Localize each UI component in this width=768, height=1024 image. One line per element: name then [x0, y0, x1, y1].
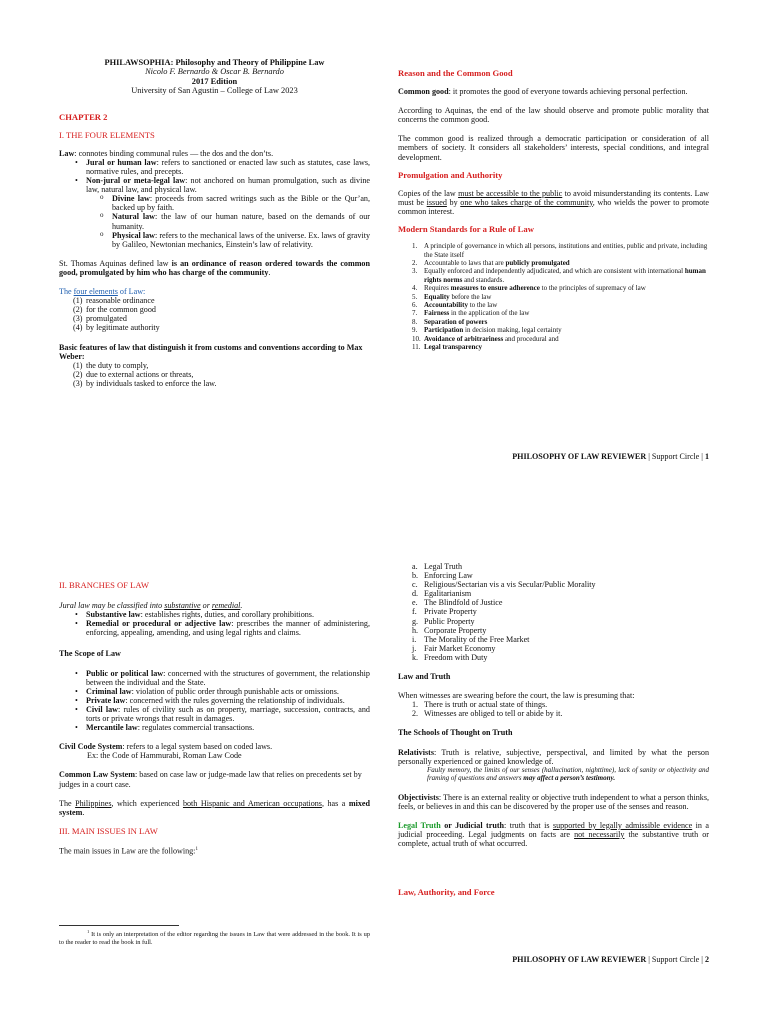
page2-footer: PHILOSOPHY OF LAW REVIEWER | Support Circle | 2 — [512, 955, 709, 964]
list-item: 5. Equality before the law — [412, 292, 492, 301]
four-elements-list — [59, 296, 370, 332]
footnote-divider — [59, 925, 179, 926]
list-item: (3) by individuals tasked to enforce the law. — [73, 378, 217, 388]
page2-left-column — [59, 581, 370, 856]
scope-list — [59, 669, 370, 733]
list-item: 8. Separation of powers — [412, 317, 488, 326]
section-heading-four-elements: I. THE FOUR ELEMENTS — [59, 129, 155, 140]
list-item: a. Legal Truth — [412, 562, 462, 571]
standards-list — [398, 242, 709, 351]
list-item: 7. Fairness in the application of the law — [412, 309, 530, 318]
common-good-definition: Common good: it promotes the good of everyone towards achieving personal perfection. — [398, 87, 688, 97]
nonjural-sublist — [59, 194, 370, 249]
list-item: g. Public Property — [412, 616, 475, 626]
list-item: 2. Witnesses are obliged to tell or abide by it. — [412, 709, 563, 719]
page1-footer: PHILOSOPHY OF LAW REVIEWER | Support Circle | 1 — [512, 452, 709, 461]
list-item: h. Corporate Property — [412, 625, 487, 635]
document-edition: 2017 Edition — [191, 76, 238, 86]
list-item: d. Egalitarianism — [412, 589, 472, 599]
relativists-paragraph: Relativists: Truth is relative, subjective, perspectival, and limited by what the person personally experienced or gained knowledge of. — [398, 747, 709, 766]
page1-right-column — [398, 69, 709, 351]
list-item: j. Fair Market Economy — [412, 643, 496, 653]
section-heading-branches: II. BRANCHES OF LAW — [59, 580, 150, 590]
document-authors: Nicolo F. Bernardo & Oscar B. Bernardo — [145, 67, 284, 77]
heading-modern-standards: Modern Standards for a Rule of Law — [398, 224, 534, 235]
civil-code-example: Ex: the Code of Hammurabi, Roman Law Code — [87, 751, 242, 761]
list-item: 3. Equally enforced and independently adjudicated, and which are consistent with international human rights norms and standards. — [412, 267, 706, 284]
nonjural-law-bullet: • Non-jural or meta-legal law: not anchored on human promulgation, such as divine law, natural law, and physical law. — [59, 176, 370, 194]
heading-reason-common-good: Reason and the Common Good — [398, 68, 513, 78]
list-item: • Public or political law: concerned with the structures of government, the relationship between the individual and the State. — [59, 669, 370, 687]
list-item: i. The Morality of the Free Market — [412, 634, 530, 644]
four-elements-heading: The four elements of Law: — [59, 287, 146, 297]
list-item: e. The Blindfold of Justice — [412, 598, 503, 608]
page2-right-column — [398, 562, 709, 897]
common-good-realized-paragraph: The common good is realized through a democratic participation or consideration of all members of society. It considers all stakeholders’ interests, special conditions, and integral development. — [398, 134, 709, 162]
schools-of-thought-heading: The Schools of Thought on Truth — [398, 728, 513, 738]
list-item: • Private law: concerned with the rules governing the relationship of individuals. — [59, 696, 370, 705]
issues-list — [398, 562, 709, 662]
list-item: 9. Participation in decision making, legal certainty — [412, 326, 562, 335]
list-item: (3) promulgated — [73, 314, 127, 324]
list-item: (2) due to external actions or threats, — [73, 369, 194, 379]
list-item: • Criminal law: violation of public order through punishable acts or omissions. — [59, 687, 370, 696]
document-school: University of San Agustin – College of Law 2023 — [131, 86, 298, 96]
legal-truth-paragraph: Legal Truth or Judicial truth: truth that is supported by legally admissible evidence in a judicial proceeding. Legal judgments on facts are not necessarily the substantive truth or complete, actual truth of what occurred. — [398, 820, 709, 848]
objectivists-paragraph: Objectivists: There is an external reality or objective truth independent to what a person thinks, feels, or believes in and this can be discovered by the proper use of the senses and reason. — [398, 792, 709, 811]
basic-features-heading: Basic features of law that distinguish it from customs and conventions according to Max Weber: — [59, 342, 363, 361]
civil-code-system: Civil Code System: refers to a legal system based on coded laws. — [59, 742, 273, 752]
heading-promulgation-authority: Promulgation and Authority — [398, 169, 503, 180]
scope-heading: The Scope of Law — [59, 649, 121, 659]
divine-law-item: o Divine law: proceeds from sacred writings such as the Bible or the Qur’an, backed up by faith. — [83, 194, 370, 212]
list-item: b. Enforcing Law — [412, 571, 473, 581]
witnesses-paragraph: When witnesses are swearing before the court, the law is presuming that: — [398, 691, 635, 701]
page-2 — [0, 512, 768, 1024]
list-item: 6. Accountability to the law — [412, 300, 498, 309]
list-item: 1. There is truth or actual state of things. — [412, 700, 548, 710]
law-definition: Law: connotes binding communal rules — the dos and the don’ts. — [59, 148, 274, 158]
common-law-system: Common Law System: based on case law or judge-made law that relies on precedents set by judges in a court case. — [59, 770, 362, 789]
heading-law-authority-force: Law, Authority, and Force — [398, 886, 495, 897]
list-item: • Civil law: rules of civility such as on property, marriage, succession, contracts, and torts or private wrongs that result in damages. — [59, 705, 370, 723]
list-item: (4) by legitimate authority — [73, 323, 160, 333]
section-heading-main-issues: III. MAIN ISSUES IN LAW — [59, 825, 158, 836]
list-item: f. Private Property — [412, 607, 477, 617]
list-item: • Mercantile law: regulates commercial transactions. — [59, 723, 370, 732]
document-title: PHILAWSOPHIA: Philosophy and Theory of Philippine Law — [104, 58, 325, 67]
list-item: (1) reasonable ordinance — [73, 296, 155, 306]
list-item: 4. Requires measures to ensure adherence to the principles of supremacy of law — [412, 284, 646, 293]
list-item: 1. A principle of governance in which all persons, institutions and entities, public and private, including the State itself — [412, 242, 708, 259]
list-item: k. Freedom with Duty — [412, 652, 488, 662]
list-item: 11. Legal transparency — [412, 343, 483, 351]
list-item: (2) for the common good — [73, 305, 156, 315]
list-item: (1) the duty to comply, — [73, 360, 149, 370]
physical-law-item: o Physical law: refers to the mechanical laws of the universe. Ex. laws of gravity by Galileo, Newtonian mechanics, Einstein’s law of relativity. — [83, 231, 370, 249]
copies-paragraph: Copies of the law must be accessible to the public to avoid misunderstanding its contents. Law must be issued by one who takes charge of the community, who wields the power to promote common interest. — [398, 188, 709, 216]
list-item: c. Religious/Sectarian vis a vis Secular/Public Morality — [412, 580, 596, 590]
document-header — [59, 58, 370, 96]
main-issues-intro: The main issues in Law are the following:$^1$ — [59, 846, 198, 856]
substantive-law-bullet: • Substantive law: establishes rights, duties, and corollary prohibitions. — [59, 610, 370, 619]
list-item: 10. Avoidance of arbitrariness and procedural and — [412, 334, 559, 343]
jural-law-bullet: • Jural or human law: refers to sanctioned or enacted law such as statutes, case laws, normative rules, and precepts. — [59, 158, 370, 176]
relativists-note: Faulty memory, the limits of our senses (hallucination, nighttime), lack of sanity or objectivity and framing of questions and answers may affect a person’s testimony. — [427, 765, 709, 783]
basic-features-list — [59, 361, 370, 388]
list-item: 2. Accountable to laws that are publicly promulgated — [412, 258, 570, 267]
footnote: $^1$ It is only an interpretation of the editor regarding the issues in Law that were addressed in the book. It is up to the reader to read the book in full. — [59, 929, 370, 946]
natural-law-item: o Natural law: the law of our human nature, based on the demands of our humanity. — [83, 212, 370, 230]
remedial-law-bullet: • Remedial or procedural or adjective law: prescribes the manner of administering, enforcing, appealing, amending, and using legal rights and claims. — [59, 619, 370, 637]
jural-classification: Jural law may be classified into substantive or remedial. — [59, 601, 243, 611]
aquinas-end-paragraph: According to Aquinas, the end of the law should observe and promote public morality that concerns the common good. — [398, 106, 709, 125]
law-and-truth-heading: Law and Truth — [398, 672, 451, 682]
chapter-heading: CHAPTER 2 — [59, 111, 108, 122]
four-elements-link[interactable]: four elements — [73, 287, 118, 297]
philippines-paragraph: The Philippines, which experienced both Hispanic and American occupations, has a mixed system. — [59, 798, 371, 817]
aquinas-definition: St. Thomas Aquinas defined law is an ordinance of reason ordered towards the common good, promulgated by him who has charge of the community. — [59, 258, 370, 277]
page1-left-column — [59, 58, 370, 388]
